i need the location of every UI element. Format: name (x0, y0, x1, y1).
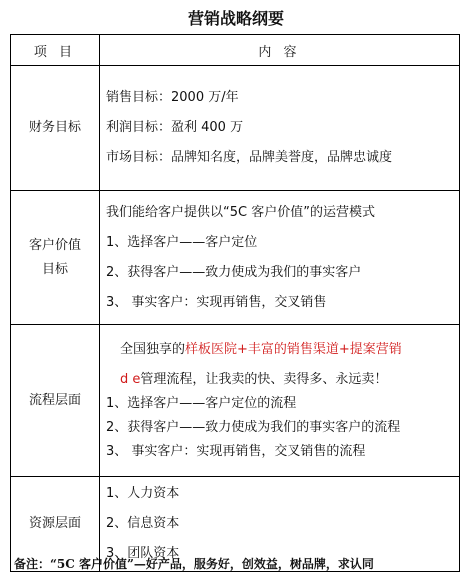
table-row (11, 191, 460, 325)
list-item: 2、信息资本 (106, 516, 180, 531)
row-label-line: 客户价值 (28, 237, 81, 253)
row-content-customer-value (100, 191, 460, 325)
row-content-process (100, 325, 460, 477)
list-item: 我们能给客户提供以“5C 客户价值”的运营模式 (106, 204, 375, 220)
list-item: 2、获得客户——致力使成为我们的事实客户的流程 (106, 419, 401, 435)
row-label-finance: 财务目标 (11, 66, 100, 191)
header-content: 内 容 (100, 35, 460, 66)
table-row (11, 66, 460, 191)
list-item: 1、选择客户——客户定位的流程 (106, 395, 297, 411)
table-header-row (11, 35, 460, 66)
list-item: 市场目标：品牌知名度，品牌美誉度，品牌忠诚度 (106, 150, 393, 165)
list-item: 3、 事实客户：实现再销售，交叉销售 (106, 294, 327, 310)
process-highlight: d e (120, 371, 141, 387)
list-item: 1、人力资本 (106, 486, 180, 501)
row-label-resource: 资源层面 (11, 477, 100, 572)
list-item: 3、 事实客户：实现再销售，交叉销售的流程 (106, 443, 366, 459)
process-highlight: 样板医院+丰富的销售渠道+提案营销 (185, 341, 402, 357)
document-title: 营销战略纲要 (187, 9, 284, 28)
process-text: 管理流程，让我卖的快、卖得多、永远卖！ (140, 371, 388, 387)
table-row (11, 325, 460, 477)
strategy-table (10, 34, 460, 572)
row-content-finance (100, 66, 460, 191)
list-item (106, 368, 453, 392)
list-item: 利润目标：盈利 400 万 (106, 120, 244, 135)
list-item: 3、团队资本 (106, 546, 180, 561)
list-item (106, 338, 453, 362)
row-label-line: 目标 (41, 261, 68, 277)
list-item: 1、选择客户——客户定位 (106, 234, 258, 250)
header-item: 项 目 (11, 35, 100, 66)
footnote: 备注：“5C 客户价值”—好产品，服务好，创效益，树品牌，求认同 (14, 557, 374, 571)
process-text: 全国独享的 (120, 341, 186, 357)
row-label-customer-value (11, 191, 100, 325)
list-item: 销售目标：2000 万/年 (106, 90, 239, 105)
list-item: 2、获得客户——致力使成为我们的事实客户 (106, 264, 362, 280)
row-label-process: 流程层面 (11, 325, 100, 477)
